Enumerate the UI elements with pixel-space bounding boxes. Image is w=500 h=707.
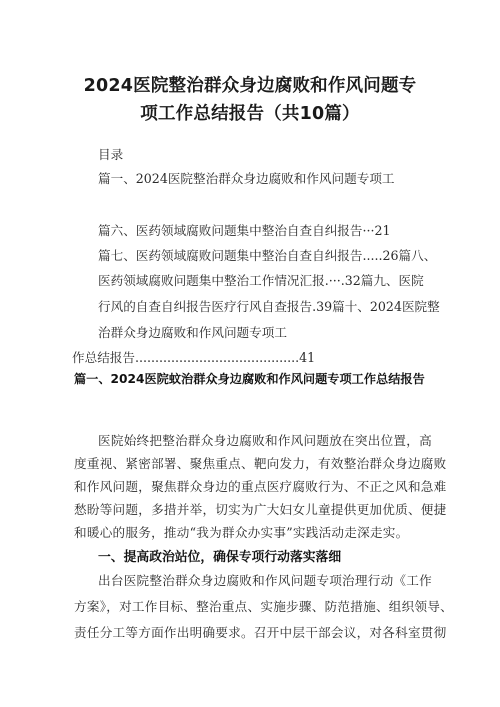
section-heading: 篇一、2024医院蚊治群众身边腐败和作风问题专项工作总结报告	[74, 372, 425, 386]
paragraph-line: 出台医院整治群众身边腐败和作风问题专项治理行动《工作	[98, 573, 432, 588]
toc-line: 医药领域腐败问题集中整治工作情况汇报.···.32篇九、医院	[98, 273, 424, 288]
toc-line: 篇一、2024医院整治群众身边腐败和作风问题专项工	[98, 171, 395, 186]
paragraph-line: 和作风问题，聚焦群众身边的重点医疗腐败行为、不正之风和急难	[74, 479, 447, 494]
paragraph-line: 医院始终把整治群众身边腐败和作风问题放在突出位置，高	[98, 433, 432, 448]
paragraph-line: 愁盼等问题，多措并举，切实为广大妇女儿童提供更加优质、便捷	[74, 502, 447, 517]
paragraph-line: 责任分工等方面作出明确要求。召开中层干部会议，对各科室贯彻	[74, 625, 447, 640]
paragraph-line: 方案》，对工作目标、整治重点、实施步骤、防范措施、组织领导、	[74, 599, 454, 614]
toc-label: 目录	[98, 147, 124, 162]
subheading: 一、提高政治站位，确保专项行动落实落细	[98, 550, 342, 565]
toc-line: 治群众身边腐败和作风问题专项工	[98, 325, 287, 340]
document-title-line-2: 项工作总结报告（共10篇）	[140, 104, 360, 124]
document-title-line-1: 2024医院整治群众身边腐败和作风问题专	[83, 76, 417, 96]
toc-line: 篇七、医药领域腐败问题集中整治自查自纠报告.....26篇八、	[98, 248, 437, 263]
toc-line: 行风的自查自纠报告医疗行风自查报告.39篇十、2024医院整	[98, 299, 440, 314]
paragraph-line: 和暖心的服务，推动“我为群众办实事”实践活动走深走实。	[74, 525, 409, 540]
toc-line: 篇六、医药领域腐败问题集中整治自查自纠报告···21	[98, 223, 391, 238]
toc-line: 作总结报告.........................................41	[72, 350, 316, 365]
paragraph-line: 度重视、紧密部署、聚焦重点、靶向发力，有效整治群众身边腐败	[74, 456, 447, 471]
